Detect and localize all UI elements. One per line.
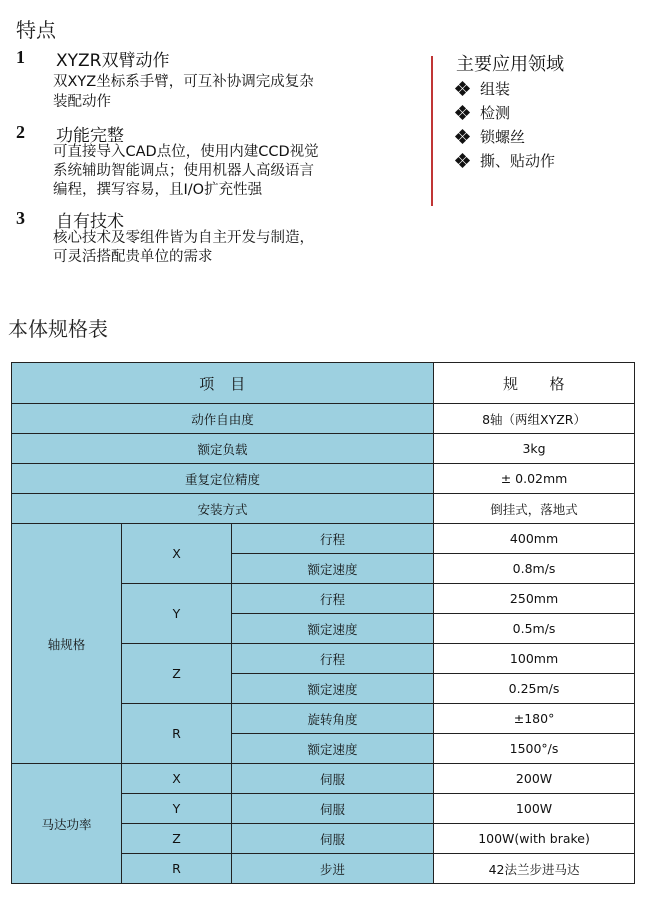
axis-value: 0.5m/s <box>434 614 635 644</box>
axis-param: 行程 <box>232 584 434 614</box>
feature-1-line-2: 装配动作 <box>53 94 111 110</box>
header-item: 项 目 <box>12 363 434 404</box>
axis-value: 250mm <box>434 584 635 614</box>
axis-label: X <box>122 524 232 584</box>
spec-table <box>11 362 635 884</box>
general-value: ± 0.02mm <box>434 464 635 494</box>
axis-param: 行程 <box>232 524 434 554</box>
motor-group-label: 马达功率 <box>12 764 122 884</box>
axis-param: 额定速度 <box>232 674 434 704</box>
feature-3-line-1: 核心技术及零组件皆为自主开发与制造， <box>53 230 314 246</box>
motor-axis: Y <box>122 794 232 824</box>
application-item: 锁螺丝 <box>456 125 555 149</box>
motor-param: 伺服 <box>232 764 434 794</box>
feature-3-number: 3 <box>16 208 25 228</box>
feature-2-line-2: 系统辅助智能调点；使用机器人高级语言 <box>53 163 314 179</box>
diamond-bullet-icon <box>456 154 470 168</box>
general-label: 重复定位精度 <box>12 464 434 494</box>
feature-2-number: 2 <box>16 122 25 142</box>
axis-value: 100mm <box>434 644 635 674</box>
spec-title: 本体规格表 <box>8 317 108 341</box>
applications-title: 主要应用领域 <box>456 54 564 75</box>
axis-label: Y <box>122 584 232 644</box>
general-label: 额定负载 <box>12 434 434 464</box>
feature-3-line-2: 可灵活搭配贵单位的需求 <box>53 249 213 265</box>
application-item: 撕、贴动作 <box>456 149 555 173</box>
axis-group-label: 轴规格 <box>12 524 122 764</box>
axis-param: 额定速度 <box>232 734 434 764</box>
general-value: 8轴（两组XYZR） <box>434 404 635 434</box>
axis-param: 旋转角度 <box>232 704 434 734</box>
general-label: 动作自由度 <box>12 404 434 434</box>
motor-value: 100W(with brake) <box>434 824 635 854</box>
application-item: 检测 <box>456 101 555 125</box>
axis-param: 行程 <box>232 644 434 674</box>
feature-1-heading: XYZR双臂动作 <box>56 51 170 71</box>
feature-2-line-3: 编程，撰写容易，且I/O扩充性强 <box>53 182 263 198</box>
axis-value: 400mm <box>434 524 635 554</box>
feature-3-heading: 自有技术 <box>56 212 124 232</box>
axis-param: 额定速度 <box>232 614 434 644</box>
motor-value: 100W <box>434 794 635 824</box>
diamond-bullet-icon <box>456 106 470 120</box>
motor-axis: R <box>122 854 232 884</box>
axis-value: ±180° <box>434 704 635 734</box>
general-value: 倒挂式，落地式 <box>434 494 635 524</box>
feature-1-line-1: 双XYZ坐标系手臂，可互补协调完成复杂 <box>53 74 314 90</box>
motor-axis: Z <box>122 824 232 854</box>
diamond-bullet-icon <box>456 82 470 96</box>
motor-value: 200W <box>434 764 635 794</box>
axis-label: R <box>122 704 232 764</box>
motor-param: 伺服 <box>232 794 434 824</box>
diamond-bullet-icon <box>456 130 470 144</box>
general-label: 安装方式 <box>12 494 434 524</box>
feature-2-heading: 功能完整 <box>56 126 124 146</box>
axis-value: 1500°/s <box>434 734 635 764</box>
motor-param: 步进 <box>232 854 434 884</box>
motor-value: 42法兰步进马达 <box>434 854 635 884</box>
section-divider <box>431 56 433 206</box>
application-item: 组装 <box>456 77 555 101</box>
axis-label: Z <box>122 644 232 704</box>
axis-param: 额定速度 <box>232 554 434 584</box>
motor-axis: X <box>122 764 232 794</box>
feature-1-number: 1 <box>16 47 25 67</box>
features-title: 特点 <box>16 18 56 42</box>
motor-param: 伺服 <box>232 824 434 854</box>
axis-value: 0.25m/s <box>434 674 635 704</box>
general-value: 3kg <box>434 434 635 464</box>
feature-2-line-1: 可直接导入CAD点位，使用内建CCD视觉 <box>53 144 319 160</box>
applications-list <box>456 77 555 173</box>
axis-value: 0.8m/s <box>434 554 635 584</box>
header-spec: 规 格 <box>434 363 635 404</box>
